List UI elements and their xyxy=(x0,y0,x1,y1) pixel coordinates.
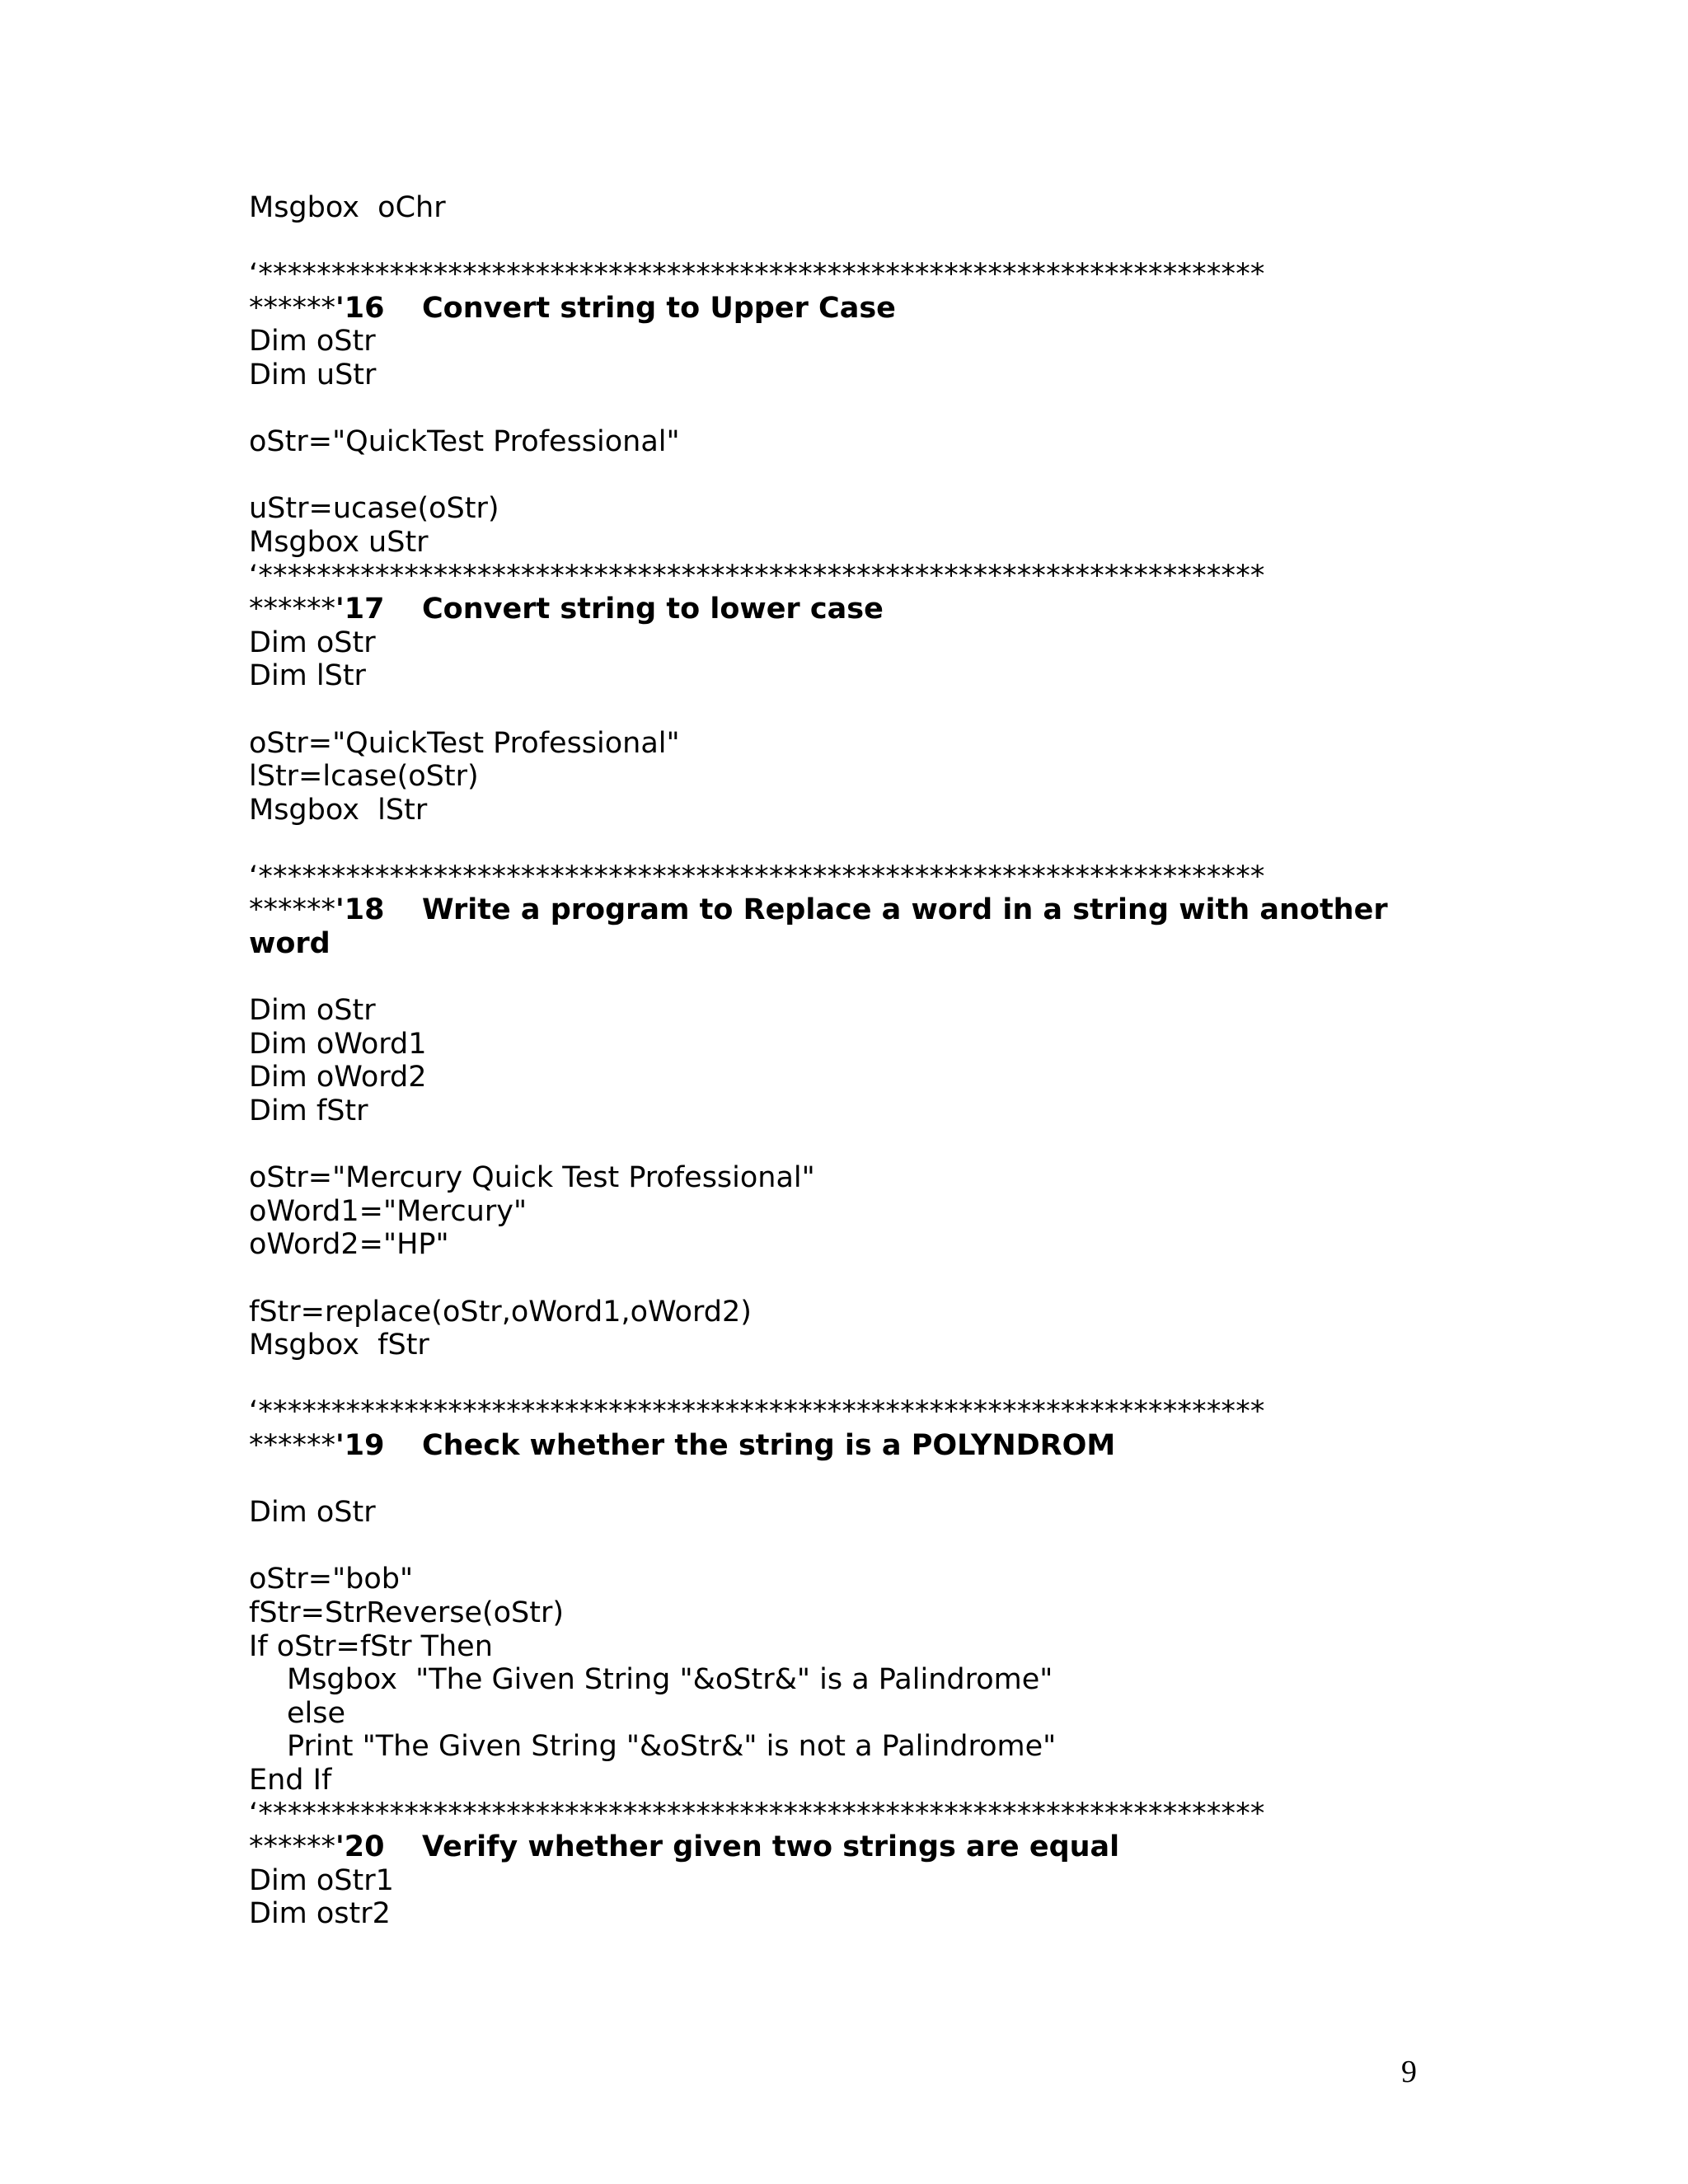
section-heading-18 xyxy=(249,893,1485,927)
separator-line: ‘********************************************************************* xyxy=(249,559,1265,593)
section-heading-19 xyxy=(249,1429,1485,1463)
blank-line xyxy=(249,1530,1485,1563)
heading-title: Convert string to Upper Case xyxy=(422,291,896,325)
heading-title: Verify whether given two strings are equal xyxy=(422,1830,1120,1864)
heading-stars: ****** xyxy=(249,893,335,927)
blank-line xyxy=(249,225,1485,259)
section-heading-16 xyxy=(249,292,1485,326)
blank-line xyxy=(249,1128,1485,1162)
separator-line: ‘********************************************************************* xyxy=(249,1395,1265,1429)
code-line: If oStr=fStr Then xyxy=(249,1629,493,1663)
heading-stars: ****** xyxy=(249,593,335,626)
blank-line xyxy=(249,693,1485,727)
code-line: Dim oStr xyxy=(249,325,376,359)
code-line-indented: Print "The Given String "&oStr&" is not a Palindrome" xyxy=(287,1730,1057,1764)
separator-line: ‘********************************************************************* xyxy=(249,860,1265,893)
heading-title: Convert string to lower case xyxy=(422,593,884,626)
heading-number: '18 xyxy=(335,893,385,927)
code-line-indented: Msgbox "The Given String "&oStr&" is a Palindrome" xyxy=(287,1663,1053,1697)
heading-title: Check whether the string is a POLYNDROM xyxy=(422,1428,1116,1462)
code-line: Dim ostr2 xyxy=(249,1897,391,1931)
code-line: oStr="Mercury Quick Test Professional" xyxy=(249,1161,815,1195)
blank-line xyxy=(249,392,1485,426)
code-line: fStr=replace(oStr,oWord1,oWord2) xyxy=(249,1295,752,1329)
code-line: oWord2="HP" xyxy=(249,1228,449,1262)
separator-line: ‘********************************************************************* xyxy=(249,258,1265,292)
code-line: Msgbox fStr xyxy=(249,1329,429,1362)
code-line: oStr="QuickTest Professional" xyxy=(249,425,680,459)
blank-line xyxy=(249,961,1485,995)
code-line: End If xyxy=(249,1763,332,1797)
code-line: Dim fStr xyxy=(249,1094,368,1128)
code-line: Dim oStr xyxy=(249,626,376,659)
section-heading-20 xyxy=(249,1830,1485,1864)
code-line: uStr=ucase(oStr) xyxy=(249,492,499,526)
document-body xyxy=(249,191,1485,1931)
blank-line xyxy=(249,459,1485,493)
code-line: Msgbox uStr xyxy=(249,525,429,559)
separator-line: ‘********************************************************************* xyxy=(249,1797,1265,1830)
blank-line xyxy=(249,1262,1485,1296)
section-heading-17 xyxy=(249,593,1485,626)
heading-number: '17 xyxy=(335,593,385,626)
code-line: Dim uStr xyxy=(249,358,377,391)
heading-title: Write a program to Replace a word in a string with another xyxy=(422,893,1388,927)
blank-line xyxy=(249,1362,1485,1396)
heading-number: '16 xyxy=(335,291,385,325)
code-line: oStr="bob" xyxy=(249,1563,414,1596)
code-line: lStr=lcase(oStr) xyxy=(249,760,479,794)
heading-stars: ****** xyxy=(249,1428,335,1462)
code-line: Msgbox oChr xyxy=(249,191,446,224)
heading-stars: ****** xyxy=(249,291,335,325)
code-line-indented: else xyxy=(287,1696,346,1730)
code-line: Msgbox lStr xyxy=(249,793,428,827)
code-line: oStr="QuickTest Professional" xyxy=(249,726,680,760)
code-line: Dim oStr xyxy=(249,1496,376,1530)
code-line: Dim lStr xyxy=(249,659,366,693)
code-line: Dim oWord1 xyxy=(249,1027,427,1061)
blank-line xyxy=(249,827,1485,860)
code-line: Dim oStr xyxy=(249,994,376,1028)
heading-stars: ****** xyxy=(249,1830,335,1864)
blank-line xyxy=(249,1463,1485,1497)
page-number: 9 xyxy=(1401,2055,1417,2089)
code-line: Dim oWord2 xyxy=(249,1061,427,1094)
heading-title-continued: word xyxy=(249,927,331,961)
heading-number: '19 xyxy=(335,1428,385,1462)
code-line: oWord1="Mercury" xyxy=(249,1194,528,1228)
code-line: fStr=StrReverse(oStr) xyxy=(249,1596,565,1629)
code-line: Dim oStr1 xyxy=(249,1863,394,1897)
section-heading-18-continued xyxy=(249,927,1485,961)
heading-number: '20 xyxy=(335,1830,385,1864)
